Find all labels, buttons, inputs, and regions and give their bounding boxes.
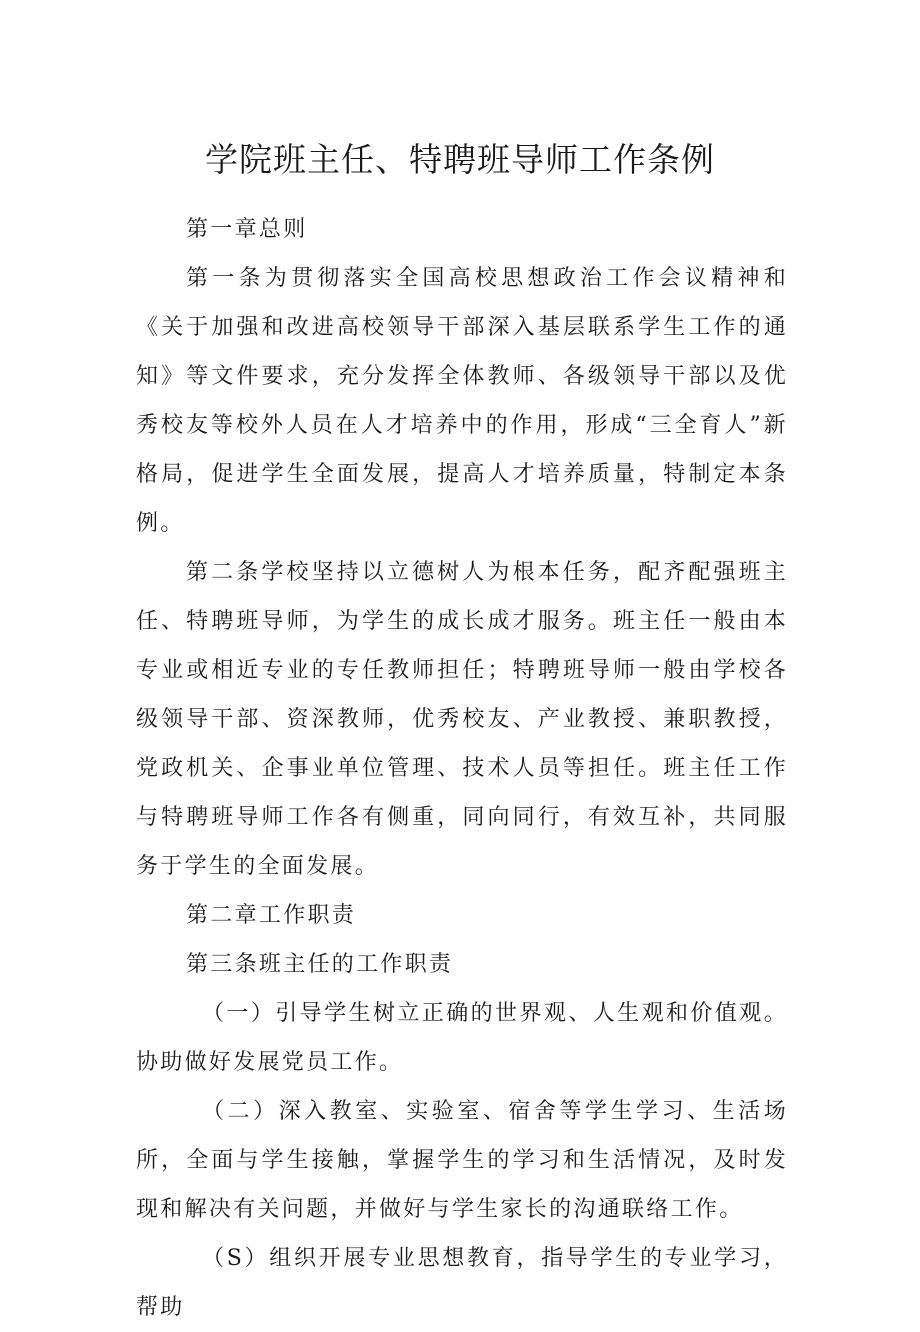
document-body — [136, 205, 788, 1332]
article-paragraph: 第二条学校坚持以立德树人为根本任务，配齐配强班主任、特聘班导师，为学生的成长成才服务。班主任一般由本专业或相近专业的专任教师担任；特聘班导师一般由学校各级领导干部、资深教师，优秀校友、产业教授、兼职教授，党政机关、企事业单位管理、技术人员等担任。班主任工作与特聘班导师工作各有侧重，同向同行，有效互补，共同服务于学生的全面发展。 — [136, 560, 788, 879]
article-paragraph: 第一条为贯彻落实全国高校思想政治工作会议精神和《关于加强和改进高校领导干部深入基层联系学生工作的通知》等文件要求，充分发挥全体教师、各级领导干部以及优秀校友等校外人员在人才培养中的作用，形成“三全育人”新格局，促进学生全面发展，提高人才培养质量，特制定本条例。 — [136, 266, 788, 536]
list-item: （S）组织开展专业思想教育，指导学生的专业学习，帮助 — [136, 1246, 788, 1320]
article-heading: 第三条班主任的工作职责 — [186, 952, 454, 977]
list-item: （二）深入教室、实验室、宿舍等学生学习、生活场所，全面与学生接触，掌握学生的学习和生活情况，及时发现和解决有关问题，并做好与学生家长的沟通联络工作。 — [136, 1099, 788, 1222]
document-title: 学院班主任、特聘班导师工作条例 — [205, 140, 715, 179]
chapter-heading: 第一章总则 — [186, 217, 308, 242]
chapter-heading: 第二章工作职责 — [186, 903, 357, 928]
list-item: （一）引导学生树立正确的世界观、人生观和价值观。协助做好发展党员工作。 — [136, 1001, 788, 1075]
